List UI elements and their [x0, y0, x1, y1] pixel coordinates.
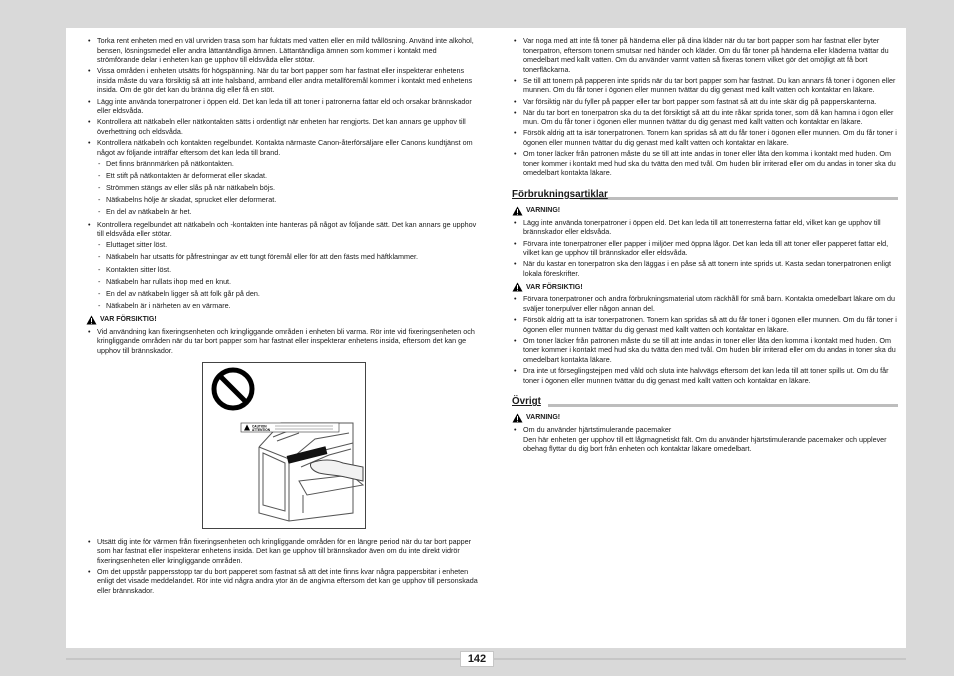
- warning-bullet-list: [512, 218, 898, 279]
- right-column: [512, 36, 898, 456]
- list-item: • Lägg inte använda tonerpatroner i öppen eld. Det kan leda till att tonerresterna fattar eld, vilket kan ge upphov till brännskador eller eldsvåda.: [512, 218, 898, 237]
- bullet-list-cord-check: [86, 220, 478, 239]
- intro-bullet-list: [86, 36, 478, 157]
- section-rule: [580, 197, 898, 200]
- caution-heading: [512, 282, 898, 292]
- list-item: - Nätkabeln är i närheten av en värmare.: [86, 301, 478, 311]
- warning-label: VARNING!: [526, 207, 561, 215]
- list-item: - Det finns brännmärken på nätkontakten.: [86, 159, 478, 169]
- list-item: • Se till att tonern på papperen inte sprids när du tar bort papper som har fastnat. Du kan annars få toner i ögonen eller munnen. Om du får toner i ögonen eller munnen tvättar du dig genast med kallt vatten och kontaktar en läkare.: [512, 76, 898, 95]
- list-item: • När du kastar en tonerpatron ska den läggas i en påse så att tonern inte sprids ut. Kasta sedan tonerpatronen enligt lokala föreskrifter.: [512, 259, 898, 278]
- list-item: • Försök aldrig att ta isär tonerpatronen. Tonern kan spridas så att du får toner i ögonen eller munnen. Om du får toner i ögonen eller munnen tvättar du dig genast med kallt vatten och kontaktar en läkare.: [512, 128, 898, 147]
- list-item: • Om toner läcker från patronen måste du se till att inte andas in toner eller låta den komma i kontakt med huden. Om toner kommer i kontakt med hud ska du tvätta den med tvål. Om huden blir irriterad eller om du andas in toner ska du omedelbart kontakta läkare.: [512, 336, 898, 365]
- list-item: • Vid användning kan fixeringsenheten och kringliggande områden i enheten bli varma. Rör inte vid fixeringsenheten och kringliggande områden när du tar bort papper som har fastnat eller inspekterar enhetens insida, eftersom det kan ge upphov till brännskador.: [86, 327, 478, 356]
- caution-label: VAR FÖRSIKTIG!: [100, 315, 157, 323]
- caution-bullet-list: [512, 294, 898, 385]
- list-item: • Kontrollera regelbundet att nätkabeln och -kontakten inte hanteras på något av följande sätt. Det kan annars ge upphov till eldsvåda eller stötar.: [86, 220, 478, 239]
- section-rule: [548, 404, 898, 407]
- caution-heading: [86, 315, 478, 325]
- list-item: • Vissa områden i enheten utsätts för högspänning. När du tar bort papper som har fastnat eller inspekterar enhetens insida måste du vara försiktig så att inte halsband, armband eller andra metallföremål kommer i kontakt med enhetens insida. Om de gör det kan du bränna dig eller få en stöt.: [86, 66, 478, 95]
- pacemaker-title: Om du använder hjärtstimulerande pacemaker: [523, 425, 672, 435]
- pacemaker-bullet-list: [512, 425, 898, 454]
- warning-heading: [512, 413, 898, 423]
- list-item: - Nätkabelns hölje är skadat, sprucket eller deformerat.: [86, 195, 478, 205]
- list-item: - Nätkabeln har rullats ihop med en knut.: [86, 277, 478, 287]
- left-column: [86, 36, 478, 597]
- section-title: Förbrukningsartiklar: [512, 188, 608, 200]
- list-item: • Om det uppstår pappersstopp tar du bort papperet som fastnat så att det inte finns kvar några pappersbitar i enheten enligt det visade meddelandet. Rör inte vid några andra ytor än de angivna eftersom det kan ge upphov till personskada eller brännskador.: [86, 567, 478, 596]
- list-item: - Ett stift på nätkontakten är deformerat eller skadat.: [86, 171, 478, 181]
- list-item: • Torka rent enheten med en väl urvriden trasa som har fuktats med vatten eller en mild tvållösning. Använd inte alkohol, bensen, lösningsmedel eller andra lättantändliga ämnen. Lättantändliga ämnen som kommer i kontakt med strömförande delar i enheten kan ge upphov till eldsvåda eller stötar.: [86, 36, 478, 65]
- list-item: • Kontrollera nätkabeln och kontakten regelbundet. Kontakta närmaste Canon-återförsäljare eller Canons kundtjänst om något av följande inträffar eftersom det kan leda till brand.: [86, 138, 478, 157]
- dash-list-cord-handling: [86, 240, 478, 311]
- list-item: - Kontakten sitter löst.: [86, 265, 478, 275]
- list-item: • Om toner läcker från patronen måste du se till att inte andas in toner eller låta den komma i kontakt med huden. Om toner kommer i kontakt med hud ska du tvätta den med tvål. Om huden blir irriterad eller om du andas in toner ska du omedelbart kontakta läkare.: [512, 149, 898, 178]
- page-number: 142: [460, 651, 494, 667]
- warning-triangle-icon: [86, 315, 97, 325]
- printer-illustration: [202, 362, 366, 529]
- caution-bullet-list: [86, 327, 478, 356]
- list-item: • Kontrollera att nätkabeln eller nätkontakten sätts i ordentligt när enheten har rengjorts. Det kan annars ge upphov till överhettning och eldsvåda.: [86, 117, 478, 136]
- caution-sticker: [241, 423, 339, 432]
- list-item: - En del av nätkabeln är het.: [86, 207, 478, 217]
- caution-bullet-list-2: [86, 537, 478, 596]
- list-item: • Var försiktig när du fyller på papper eller tar bort papper som fastnat så att du inte skär dig på papperskanterna.: [512, 97, 898, 107]
- list-item: • Förvara inte tonerpatroner eller papper i miljöer med öppna lågor. Det kan leda till att toner eller papperet fattar eld, vilket kan ge upphov till brännskador eller eldsvåda.: [512, 239, 898, 258]
- list-item: • Var noga med att inte få toner på händerna eller på dina kläder när du tar bort papper som har fastnat eller byter tonerpatron, eftersom tonern smutsar ned händer och kläder. Om du får toner på händerna eller kläderna tvättar du omedelbart med kallt vatten. Om du använder varmt vatten så fixeras tonern vilket gör det omöjligt att få bort tonerfläckarna.: [512, 36, 898, 74]
- sticker-caution-text: CAUTION: [252, 424, 267, 429]
- toner-bullet-list: [512, 36, 898, 178]
- warning-heading: [512, 206, 898, 216]
- list-item: • Försök aldrig att ta isär tonerpatronen. Tonern kan spridas så att du får toner i ögonen eller munnen. Om du får toner i ögonen eller munnen tvättar du dig genast med kallt vatten och kontaktar en läkare.: [512, 315, 898, 334]
- caution-label: VAR FÖRSIKTIG!: [526, 283, 583, 291]
- warning-triangle-icon: [512, 206, 523, 216]
- list-item: - Nätkabeln har utsatts för påfrestningar av ett tungt föremål eller för att den fästs med häftklammer.: [86, 252, 478, 262]
- warning-triangle-icon: [512, 413, 523, 423]
- list-item: • Lägg inte använda tonerpatroner i öppen eld. Det kan leda till att toner i patronerna fattar eld och orsakar brännskador eller eldsvåda.: [86, 97, 478, 116]
- list-item: - Eluttaget sitter löst.: [86, 240, 478, 250]
- warning-label: VARNING!: [526, 414, 561, 422]
- section-heading-consumables: [512, 189, 898, 200]
- list-item: • Förvara tonerpatroner och andra förbrukningsmaterial utom räckhåll för små barn. Kontakta omedelbart läkare om du sväljer tonerpulver eller någon annan del.: [512, 294, 898, 313]
- list-item: • Dra inte ut förseglingstejpen med våld och sluta inte halvvägs eftersom det kan leda till att toner spills ut. Om du får toner i ögonen eller munnen tvättar du dig genast med kallt vatten och kontaktar en läkare.: [512, 366, 898, 385]
- hand-icon: [310, 460, 363, 481]
- section-heading-other: [512, 396, 898, 407]
- list-item: - En del av nätkabeln ligger så att folk går på den.: [86, 289, 478, 299]
- dash-list-power-plug: [86, 159, 478, 217]
- prohibition-icon: [214, 370, 252, 408]
- document-page: [66, 28, 906, 648]
- sticker-attention-text: ATTENTION: [252, 427, 271, 432]
- pacemaker-text: Den här enheten ger upphov till ett lågmagnetiskt fält. Om du använder hjärtstimulerande pacemaker och upplever obehag flyttar du dig bort från enheten och kontaktar läkare omedelbart.: [523, 434, 887, 454]
- list-item: • När du tar bort en tonerpatron ska du ta det försiktigt så att du inte råkar sprida toner, som då kan hamna i ögon eller mun. Om du får toner i ögonen eller munnen tvättar du dig genast med kallt vatten och kontaktar en läkare.: [512, 108, 898, 127]
- list-item: • Utsätt dig inte för värmen från fixeringsenheten och kringliggande områden för en längre period när du tar bort papper som har fastnat eller inspekterar enhetens insida. Det kan ge upphov till brännskador även om du inte direkt vidrör fixeringsenheten eller kringliggande områden.: [86, 537, 478, 566]
- list-item: - Strömmen stängs av eller slås på när nätkabeln böjs.: [86, 183, 478, 193]
- warning-triangle-icon: [512, 282, 523, 292]
- list-item: [512, 425, 898, 454]
- section-title: Övrigt: [512, 396, 541, 408]
